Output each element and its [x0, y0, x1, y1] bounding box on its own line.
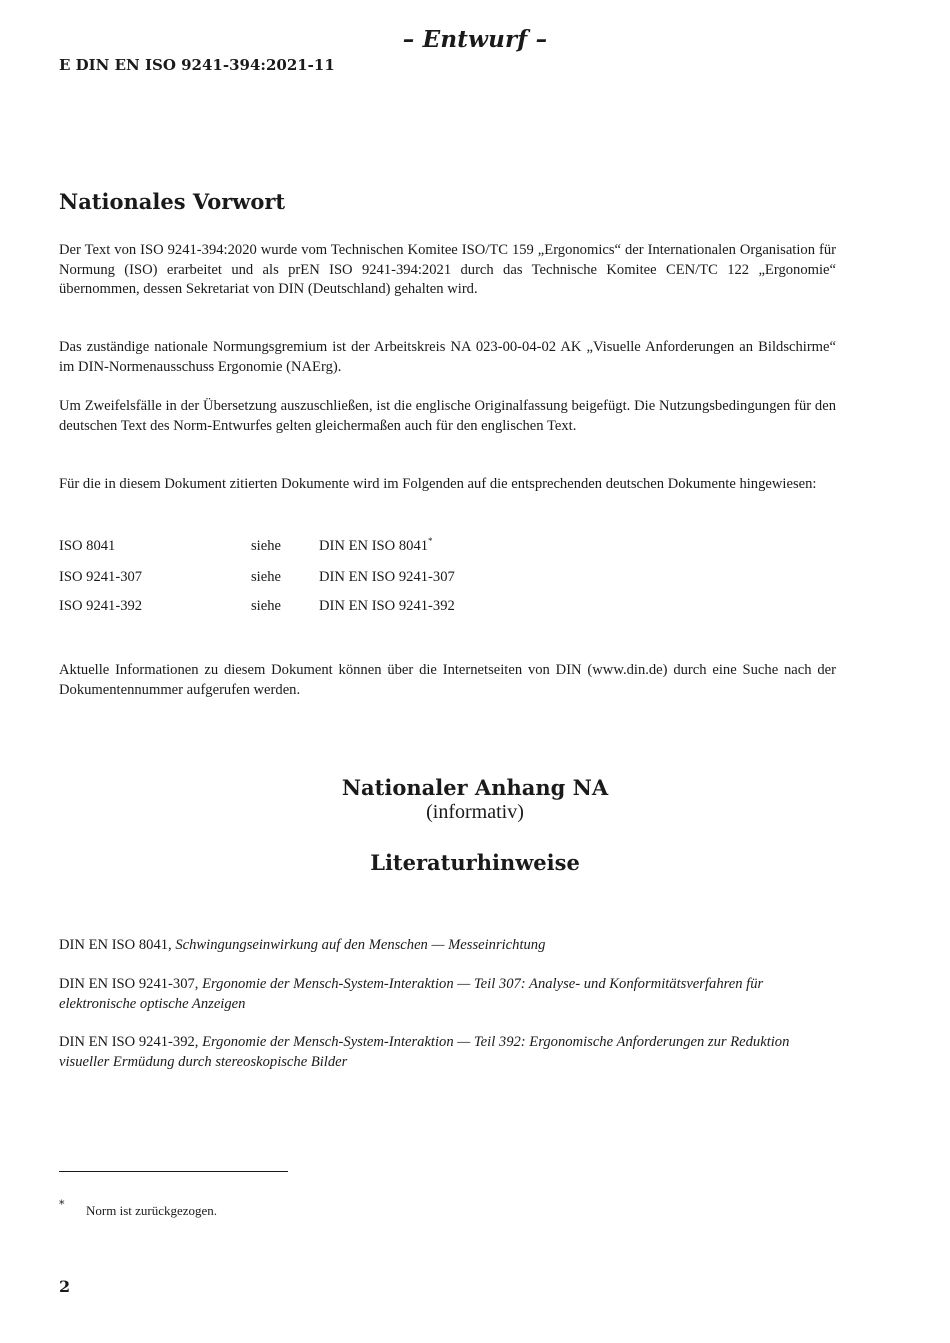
info-paragraph: Aktuelle Informationen zu diesem Dokument können über die Internetseiten von DIN (www.din.de) durch eine Suche nach der Dokumentennummer aufgerufen werden.	[59, 662, 836, 698]
bibliography-entry	[59, 936, 836, 956]
reference-see: siehe	[251, 569, 281, 585]
annex-title: Nationaler Anhang NA	[341, 775, 609, 800]
foreword-paragraph: Das zuständige nationale Normungsgremium ist der Arbeitskreis NA 023-00-04-02 AK „Visuelle Anforderungen an Bildschirme“ im DIN-Normenausschuss Ergonomie (NAErg).	[59, 339, 836, 375]
bibliography-ref: DIN EN ISO 8041,	[59, 937, 176, 953]
bibliography-entry	[59, 1033, 836, 1072]
reference-row	[59, 569, 659, 591]
reference-row	[59, 598, 659, 620]
foreword-paragraph: Für die in diesem Dokument zitierten Dokumente wird im Folgenden auf die entsprechenden deutschen Dokumente hingewiesen:	[59, 476, 817, 492]
reference-din: DIN EN ISO 9241-392	[319, 598, 455, 614]
annex-subtitle: (informativ)	[426, 801, 524, 823]
draft-mark: – Entwurf –	[402, 26, 548, 53]
footnote-divider	[59, 1171, 288, 1172]
bibliography-entry-title: Ergonomie der Mensch-System-Interaktion — Teil 307: Analyse- und Konformitätsverfahren für elektronische optische Anzeigen	[59, 976, 764, 1012]
page-number: 2	[59, 1277, 71, 1296]
reference-iso: ISO 9241-392	[59, 598, 143, 614]
foreword-paragraph: Der Text von ISO 9241-394:2020 wurde vom Technischen Komitee ISO/TC 159 „Ergonomics“ der Internationalen Organisation für Normung (ISO) erarbeitet und als prEN ISO 9241-394:2021 durch das Technische Komitee CEN/TC 122 „Ergonomie“ übernommen, dessen Sekretariat von DIN (Deutschland) gehalten wird.	[59, 242, 836, 298]
bibliography-entry-title: Ergonomie der Mensch-System-Interaktion — Teil 392: Ergonomische Anforderungen zur Reduktion visueller Ermüdung durch stereoskopische Bilder	[59, 1034, 790, 1070]
footnote-symbol: *	[59, 1198, 65, 1211]
foreword-paragraph: Um Zweifelsfälle in der Übersetzung auszuschließen, ist die englische Originalfassung beigefügt. Die Nutzungsbedingungen für den deutschen Text des Norm-Entwurfes gelten gleichermaßen auch für den englischen Text.	[59, 398, 836, 434]
reference-din-text: DIN EN ISO 8041	[319, 538, 429, 554]
reference-din: DIN EN ISO 9241-307	[319, 569, 455, 585]
reference-iso: ISO 9241-307	[59, 569, 143, 585]
footnote-text: Norm ist zurückgezogen.	[86, 1203, 218, 1218]
bibliography-ref: DIN EN ISO 9241-392,	[59, 1034, 203, 1050]
bibliography-entry-title: Schwingungseinwirkung auf den Menschen — Messeinrichtung	[175, 937, 546, 953]
bibliography-title: Literaturhinweise	[370, 850, 580, 875]
document-id: E DIN EN ISO 9241-394:2021-11	[59, 56, 335, 74]
bibliography-ref: DIN EN ISO 9241-307,	[59, 976, 203, 992]
foreword-title: Nationales Vorwort	[59, 189, 286, 214]
bibliography-entry	[59, 975, 836, 1014]
reference-see: siehe	[251, 598, 281, 614]
reference-iso: ISO 8041	[59, 538, 116, 554]
reference-see: siehe	[251, 538, 281, 554]
reference-din	[319, 538, 433, 555]
reference-row	[59, 538, 659, 560]
footnote-marker: *	[428, 536, 433, 547]
